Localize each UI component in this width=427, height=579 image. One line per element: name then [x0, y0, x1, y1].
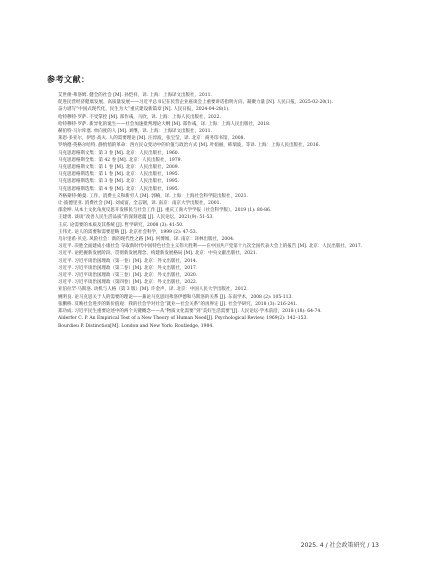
reference-item: 马克思恩格斯选集：第 1 卷 [M]. 北京：人民出版社，1995.: [58, 172, 180, 178]
reference-item: 赫伯特·马尔库塞. 单向度的人 [M]. 刘继，译. 上海：上海译文出版社，2011.: [58, 129, 212, 135]
reference-item: 马克思恩格斯文集：第 3 卷 [M]. 北京：人民出版社，1960.: [58, 150, 180, 156]
reference-item: 莱恩·多亚尔，伊恩·高夫. 人的需要理论 [M]. 汪淳波，张宝莹，译. 北京：商务印书馆，2008.: [58, 136, 245, 142]
reference-item: 哈特穆特·罗萨. 新异化的诞生——社会加速批判理论大纲 [M]. 郑作彧，译. 上海：上海人民出版社，2018.: [58, 121, 271, 127]
page-footer: 2025. 4 / 社会政策研究 / 13: [300, 542, 379, 549]
reference-item: 亚伯拉罕·马斯洛. 动机与人格（第 3 版）[M]. 许金声，译. 北京：中国人民大学出版社，2012.: [58, 287, 248, 293]
reference-item: 奋力谱写“中国式现代化，民生为大”重庆建设新篇章 [N]. 人民日报，2024-04-28(1).: [58, 107, 230, 113]
references-heading: 参考文献：: [47, 75, 90, 84]
reference-item: 王伟光. 论人的需要和需要范畴 [J]. 北京社会科学，1999 (2): 47-53.: [58, 229, 198, 235]
reference-item: 乌尔里希·贝克. 风险社会：新的现代性之路 [M]. 何博闻，译. 南京：译林出版社，2004.: [58, 237, 235, 243]
reference-item: 邵金坤. 从本土文化角度反思开发移民与社会工作 [J]. 重庆工商大学学报（社会科学版），2019 (1): 80-86.: [58, 208, 272, 214]
reference-item: 习近平. 论把握新发展阶段、贯彻新发展理念、构建新发展格局 [M]. 北京：中央文献出版社，2021.: [58, 251, 258, 257]
reference-item: 马克思恩格斯选集：第 3 卷 [M]. 北京：人民出版社，1995.: [58, 179, 180, 185]
reference-item: Bourdieu P. Distinction[M]. London and New York: Routledge, 1984.: [58, 323, 214, 329]
reference-item: Alderfer C. P. An Empirical Test of a New Theory of Human Need[J]. Psychological Review, 1969(2): 142–153.: [58, 316, 308, 322]
reference-item: 齐格蒙特·鲍曼. 工作、消费主义和新穷人 [M]. 郭楠，译. 上海：上海社会科学院出版社，2021.: [58, 193, 248, 199]
reference-item: 马克思恩格斯全集：第 42 卷 [M]. 北京：人民出版社，1979.: [58, 157, 182, 163]
reference-item: 罗纳德·英格尔哈特. 静悄悄的革命：西方民众变动中的价值与政治方式 [M]. 叶娟丽，韩瑞波，等译. 上海：上海人民出版社，2016.: [58, 143, 320, 149]
reference-item: 习近平. 习近平谈治国理政（第一卷）[M]. 北京：外文出版社，2014.: [58, 258, 198, 264]
reference-item: 姚明良. 论马克思关于人的需要的理论——兼论马克思同弗洛伊德和马斯洛的关系 [J]. 东南学术，2008 (2): 105-113.: [58, 294, 293, 300]
reference-item: 王庆. 论需要的本质及其系统 [J]. 哲学研究，2008 (3): 41-50.: [58, 222, 184, 228]
reference-item: 让·波德里亚. 消费社会 [M]. 刘成富，全志钢，译. 南京：南京大学出版社，2001.: [58, 201, 221, 207]
reference-item: 王建勇. 谈谈“改善人民生活品质”的深刻意蕴 [J]. 人民论坛，2021(9): 51-53.: [58, 215, 214, 221]
reference-item: 习近平. 习近平谈治国理政（第三卷）[M]. 北京：外文出版社，2020.: [58, 273, 198, 279]
reference-item: 郑功成. 习近平民生重要论述中的两个关键概念——从“物质文化需要”到“美好生活需要”[J]. 人民论坛·学术前沿，2018 (18): 64-74.: [58, 309, 322, 315]
reference-item: 促进民营经济健康发展、高质量发展——习近平总书记在民营企业座谈会上重要讲话指明方向、凝聚力量 [N]. 人民日报，2025-02-20(1).: [58, 100, 333, 106]
reference-item: 张鹏桥. 反映社会进步的新价值观：我的社会学对社会“就业—社会关系”的再界定 [J]. 社会学研究，2018 (3): 216-241.: [58, 301, 298, 307]
reference-item: 马克思恩格斯文集：第 1 卷 [M]. 北京：人民出版社，2009.: [58, 165, 180, 171]
reference-item: 艾世俊·弗洛姆. 健全的社会 [M]. 孙恺祥，译. 上海：上海译文出版社，2011.: [58, 93, 212, 98]
reference-item: 习近平. 习近平谈治国理政（第二卷）[M]. 北京：外文出版社，2017.: [58, 265, 198, 271]
reference-item: 马克思恩格斯选集：第 4 卷 [M]. 北京：人民出版社，1995.: [58, 186, 180, 192]
reference-list: [50, 92, 380, 330]
reference-item: 习近平. 决胜全面建成小康社会 夺取新时代中国特色社会主义伟大胜利——在中国共产党第十九次全国代表大会上的报告 [M]. 北京：人民出版社，2017.: [58, 244, 363, 250]
reference-item: 哈特穆特·罗萨. 不受掌控 [M]. 郑作彧，马欣，译. 上海：上海人民出版社，2022.: [58, 114, 221, 120]
reference-item: 习近平. 习近平谈治国理政（第四卷）[M]. 北京：外文出版社，2022.: [58, 280, 198, 286]
